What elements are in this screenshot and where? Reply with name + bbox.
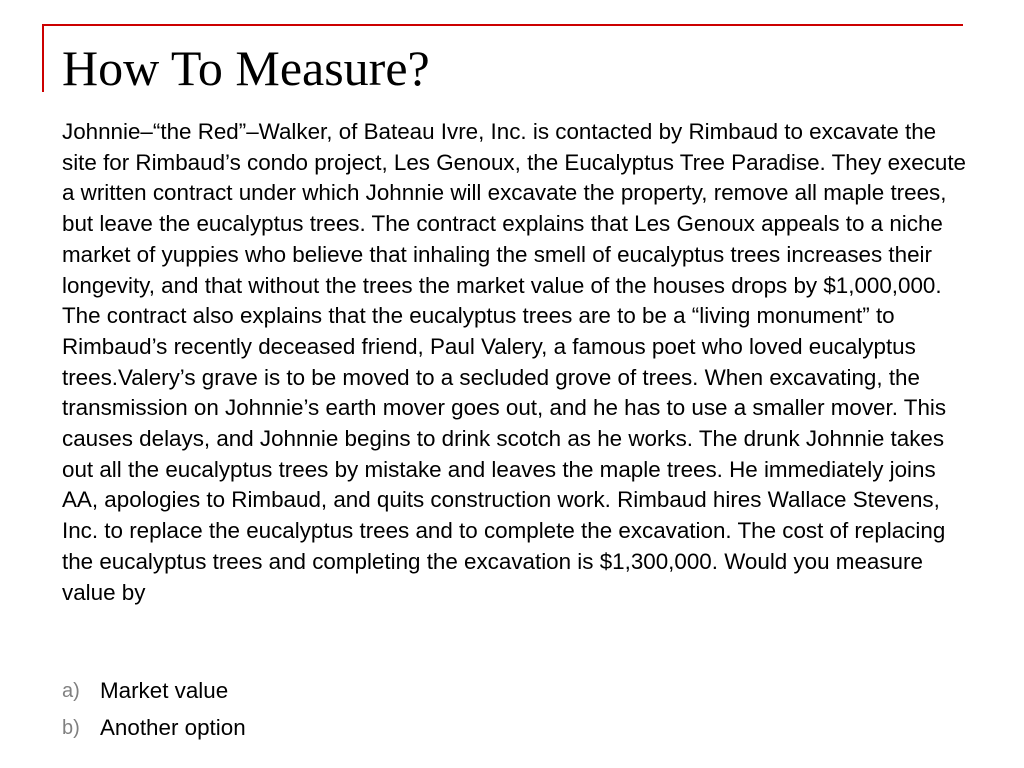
option-item-a <box>62 676 246 707</box>
option-letter: b) <box>62 716 80 739</box>
option-text: Another option <box>100 714 246 740</box>
slide-body-paragraph: Johnnie–“the Red”–Walker, of Bateau Ivre, Inc. is contacted by Rimbaud to excavate the site for Rimbaud’s condo project, Les Genoux, the Eucalyptus Tree Paradise. They execute a written contract under which Johnnie will excavate the property, remove all maple trees, but leave the eucalyptus trees. The contract explains that Les Genoux appeals to a niche market of yuppies who believe that inhaling the smell of eucalyptus trees increases their longevity, and that without the trees the market value of the houses drops by $1,000,000. The contract also explains that the eucalyptus trees are to be a “living monument” to Rimbaud’s recently deceased friend, Paul Valery, a famous poet who loved eucalyptus trees.Valery’s grave is to be moved to a secluded grove of trees. When excavating, the transmission on Johnnie’s earth mover goes out, and he has to use a smaller mover. This causes delays, and Johnnie begins to drink scotch as he works. The drunk Johnnie takes out all the eucalyptus trees by mistake and leaves the maple trees. He immediately joins AA, apologies to Rimbaud, and quits construction work. Rimbaud hires Wallace Stevens, Inc. to replace the eucalyptus trees and to complete the excavation. The cost of replacing the eucalyptus trees and completing the excavation is $1,300,000. Would you measure value by <box>62 119 967 605</box>
option-text: Market value <box>100 678 229 703</box>
option-letter: a) <box>62 680 80 702</box>
accent-line-left <box>42 24 44 92</box>
accent-line-top <box>42 24 963 26</box>
option-item-b <box>62 713 246 744</box>
options-list <box>62 676 246 749</box>
slide-title: How To Measure? <box>62 40 430 96</box>
